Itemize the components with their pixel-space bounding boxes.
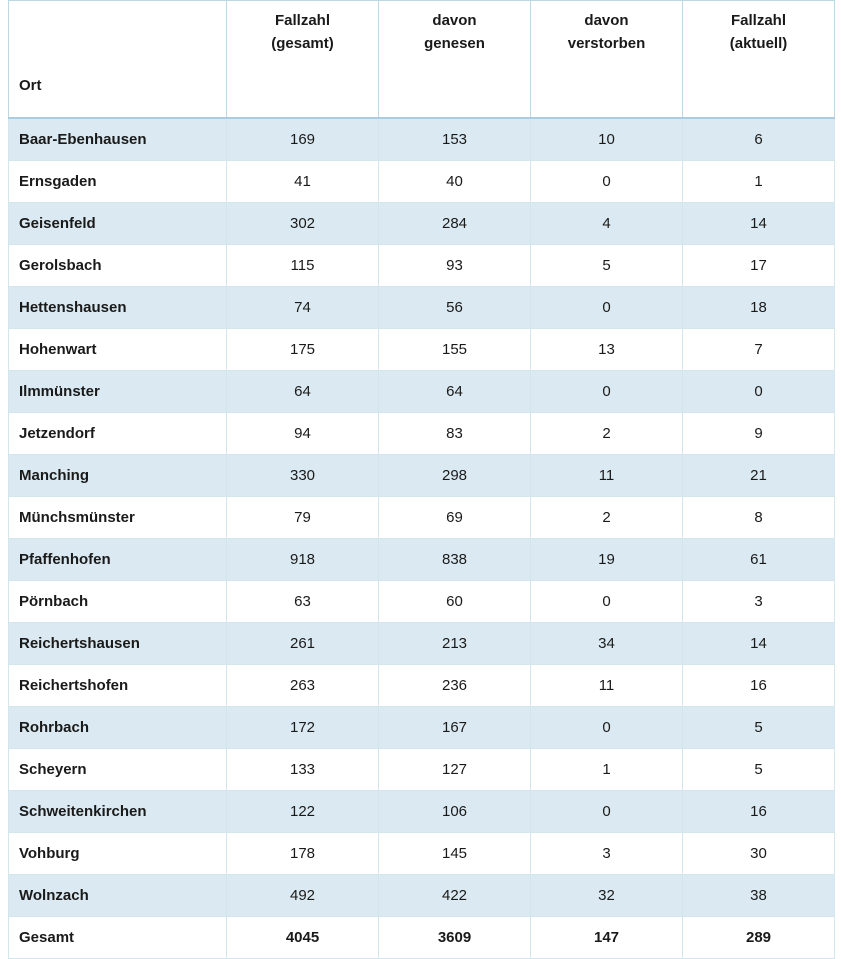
cell-davon-verstorben: 1: [531, 749, 683, 791]
cell-ort: Gerolsbach: [9, 245, 227, 287]
cell-fallzahl-aktuell: 5: [683, 749, 835, 791]
table-row: [9, 581, 835, 623]
cell-davon-genesen: 60: [379, 581, 531, 623]
column-header-fallzahl-gesamt: [227, 1, 379, 119]
cell-ort: Reichertshausen: [9, 623, 227, 665]
cell-davon-verstorben: 11: [531, 665, 683, 707]
cell-fallzahl-gesamt: 302: [227, 203, 379, 245]
table-row: [9, 161, 835, 203]
cell-fallzahl-gesamt: 175: [227, 329, 379, 371]
cell-davon-genesen: 64: [379, 371, 531, 413]
cell-ort: Scheyern: [9, 749, 227, 791]
cell-davon-verstorben: 4: [531, 203, 683, 245]
cell-davon-genesen: 153: [379, 118, 531, 161]
cell-davon-genesen: 236: [379, 665, 531, 707]
cell-ort: Vohburg: [9, 833, 227, 875]
cell-fallzahl-aktuell: 14: [683, 203, 835, 245]
table-row: [9, 203, 835, 245]
cell-davon-genesen: 106: [379, 791, 531, 833]
cell-fallzahl-gesamt: 133: [227, 749, 379, 791]
column-header-davon-genesen-line1: davon: [432, 12, 477, 29]
cell-davon-verstorben: 34: [531, 623, 683, 665]
cell-fallzahl-aktuell: 18: [683, 287, 835, 329]
cell-total-fallzahl-gesamt: 4045: [227, 917, 379, 959]
cell-ort: Rohrbach: [9, 707, 227, 749]
cell-ort: Schweitenkirchen: [9, 791, 227, 833]
table-body: [9, 118, 835, 959]
cell-davon-genesen: 422: [379, 875, 531, 917]
cell-davon-verstorben: 0: [531, 371, 683, 413]
cell-ort: Münchsmünster: [9, 497, 227, 539]
cell-fallzahl-aktuell: 61: [683, 539, 835, 581]
cell-fallzahl-aktuell: 6: [683, 118, 835, 161]
cell-fallzahl-gesamt: 492: [227, 875, 379, 917]
table-row: [9, 455, 835, 497]
cell-davon-verstorben: 19: [531, 539, 683, 581]
cell-fallzahl-gesamt: 178: [227, 833, 379, 875]
cell-total-fallzahl-aktuell: 289: [683, 917, 835, 959]
column-header-fallzahl-aktuell: [683, 1, 835, 119]
table-row: [9, 118, 835, 161]
cell-davon-verstorben: 0: [531, 287, 683, 329]
cell-fallzahl-gesamt: 94: [227, 413, 379, 455]
cell-fallzahl-gesamt: 172: [227, 707, 379, 749]
cell-total-label: Gesamt: [9, 917, 227, 959]
cell-fallzahl-aktuell: 16: [683, 665, 835, 707]
column-header-davon-verstorben-line2: verstorben: [567, 35, 646, 53]
cell-ort: Hettenshausen: [9, 287, 227, 329]
cell-fallzahl-aktuell: 17: [683, 245, 835, 287]
cell-davon-verstorben: 0: [531, 581, 683, 623]
cell-davon-genesen: 145: [379, 833, 531, 875]
cell-davon-genesen: 127: [379, 749, 531, 791]
cell-davon-verstorben: 5: [531, 245, 683, 287]
cell-fallzahl-aktuell: 8: [683, 497, 835, 539]
table-row: [9, 413, 835, 455]
table-row: [9, 287, 835, 329]
cell-fallzahl-aktuell: 3: [683, 581, 835, 623]
table-row: [9, 371, 835, 413]
cell-ort: Hohenwart: [9, 329, 227, 371]
cell-davon-verstorben: 0: [531, 791, 683, 833]
column-header-ort: [9, 1, 227, 119]
cell-fallzahl-gesamt: 41: [227, 161, 379, 203]
cell-fallzahl-aktuell: 30: [683, 833, 835, 875]
cell-fallzahl-aktuell: 1: [683, 161, 835, 203]
cell-fallzahl-gesamt: 115: [227, 245, 379, 287]
cell-fallzahl-gesamt: 261: [227, 623, 379, 665]
table-row: [9, 497, 835, 539]
table-row: [9, 791, 835, 833]
table-row: [9, 539, 835, 581]
cell-fallzahl-gesamt: 63: [227, 581, 379, 623]
cell-fallzahl-aktuell: 16: [683, 791, 835, 833]
cell-davon-genesen: 93: [379, 245, 531, 287]
cell-davon-verstorben: 11: [531, 455, 683, 497]
column-header-ort-label: Ort: [19, 76, 42, 94]
cell-davon-verstorben: 32: [531, 875, 683, 917]
cell-davon-verstorben: 0: [531, 707, 683, 749]
cell-fallzahl-aktuell: 38: [683, 875, 835, 917]
column-header-fallzahl-aktuell-line2: (aktuell): [729, 35, 788, 53]
cell-fallzahl-gesamt: 263: [227, 665, 379, 707]
cell-davon-verstorben: 10: [531, 118, 683, 161]
cell-davon-genesen: 69: [379, 497, 531, 539]
cell-davon-verstorben: 2: [531, 413, 683, 455]
column-header-davon-genesen-line2: genesen: [424, 35, 485, 53]
cell-davon-genesen: 838: [379, 539, 531, 581]
cell-fallzahl-gesamt: 169: [227, 118, 379, 161]
cell-fallzahl-gesamt: 122: [227, 791, 379, 833]
cell-davon-verstorben: 3: [531, 833, 683, 875]
cell-ort: Ilmmünster: [9, 371, 227, 413]
cell-ort: Jetzendorf: [9, 413, 227, 455]
table-row: [9, 875, 835, 917]
cell-fallzahl-aktuell: 9: [683, 413, 835, 455]
cell-davon-verstorben: 13: [531, 329, 683, 371]
cell-ort: Ernsgaden: [9, 161, 227, 203]
case-numbers-table: [8, 0, 835, 959]
cell-fallzahl-gesamt: 79: [227, 497, 379, 539]
table-row: [9, 665, 835, 707]
table-header: [9, 1, 835, 119]
cell-fallzahl-aktuell: 14: [683, 623, 835, 665]
cell-ort: Wolnzach: [9, 875, 227, 917]
cell-davon-verstorben: 2: [531, 497, 683, 539]
cell-ort: Baar-Ebenhausen: [9, 118, 227, 161]
table-row: [9, 707, 835, 749]
table-row: [9, 749, 835, 791]
cell-davon-verstorben: 0: [531, 161, 683, 203]
cell-davon-genesen: 56: [379, 287, 531, 329]
cell-total-davon-verstorben: 147: [531, 917, 683, 959]
column-header-davon-genesen: [379, 1, 531, 119]
column-header-davon-verstorben: [531, 1, 683, 119]
table-row: [9, 833, 835, 875]
cell-davon-genesen: 155: [379, 329, 531, 371]
cell-fallzahl-gesamt: 330: [227, 455, 379, 497]
cell-fallzahl-aktuell: 21: [683, 455, 835, 497]
table-row: [9, 623, 835, 665]
cell-fallzahl-gesamt: 64: [227, 371, 379, 413]
cell-davon-genesen: 40: [379, 161, 531, 203]
cell-fallzahl-aktuell: 7: [683, 329, 835, 371]
cell-davon-genesen: 167: [379, 707, 531, 749]
column-header-davon-verstorben-line1: davon: [584, 12, 629, 29]
table-total-row: [9, 917, 835, 959]
cell-ort: Reichertshofen: [9, 665, 227, 707]
cell-fallzahl-aktuell: 5: [683, 707, 835, 749]
cell-ort: Pörnbach: [9, 581, 227, 623]
column-header-fallzahl-aktuell-line1: Fallzahl: [730, 12, 786, 29]
cell-davon-genesen: 213: [379, 623, 531, 665]
cell-fallzahl-aktuell: 0: [683, 371, 835, 413]
cell-ort: Geisenfeld: [9, 203, 227, 245]
cell-davon-genesen: 83: [379, 413, 531, 455]
cell-ort: Pfaffenhofen: [9, 539, 227, 581]
table-row: [9, 329, 835, 371]
cell-davon-genesen: 298: [379, 455, 531, 497]
cell-total-davon-genesen: 3609: [379, 917, 531, 959]
cell-fallzahl-gesamt: 918: [227, 539, 379, 581]
column-header-fallzahl-gesamt-line2: (gesamt): [271, 35, 334, 53]
column-header-fallzahl-gesamt-line1: Fallzahl: [274, 12, 330, 29]
table-row: [9, 245, 835, 287]
cell-ort: Manching: [9, 455, 227, 497]
cell-davon-genesen: 284: [379, 203, 531, 245]
cell-fallzahl-gesamt: 74: [227, 287, 379, 329]
header-row: [9, 1, 835, 119]
